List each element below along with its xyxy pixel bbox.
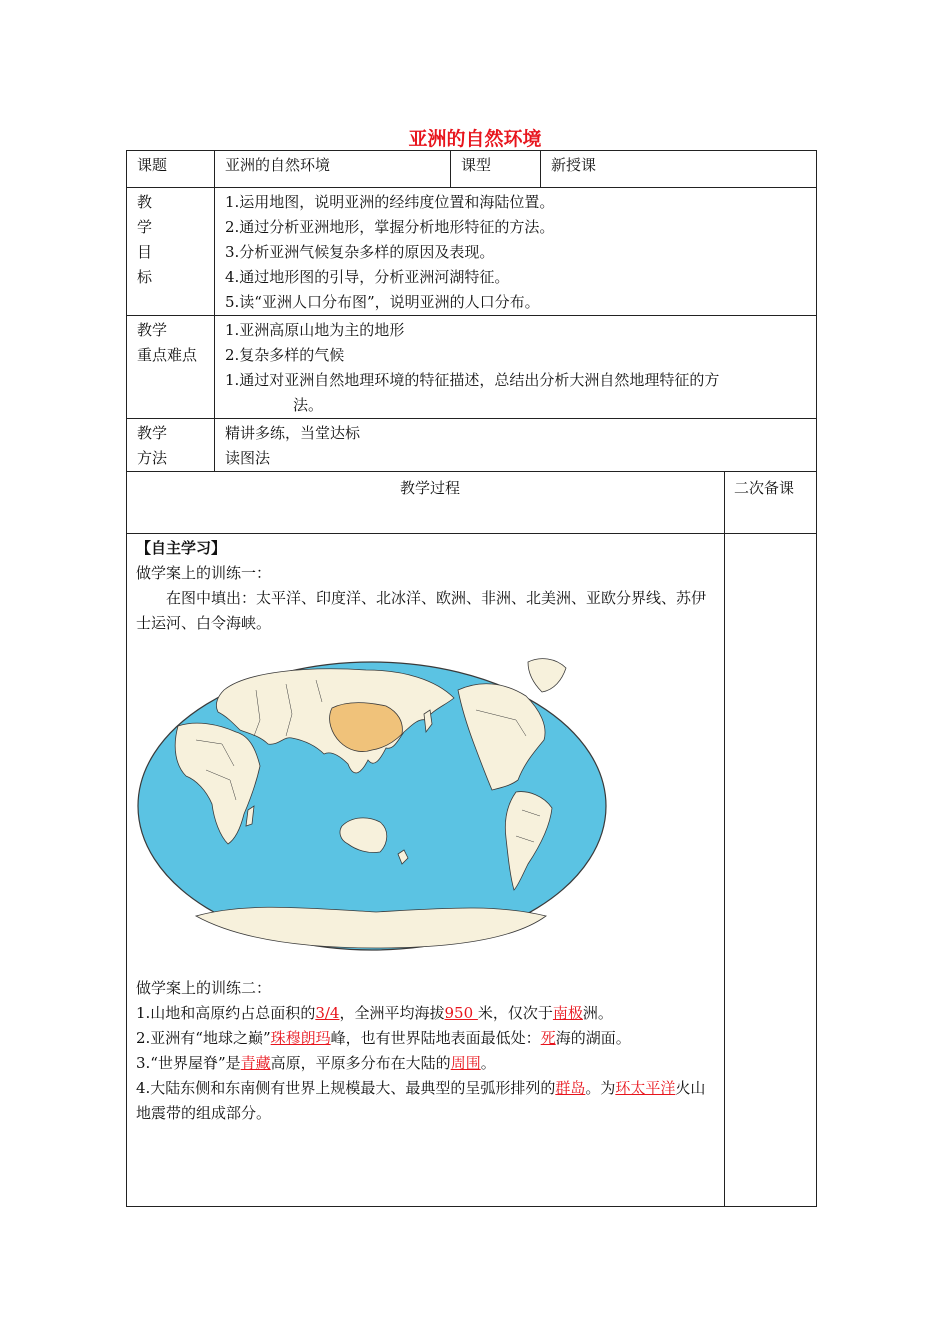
difficulty-item: 1.通过对亚洲自然地理环境的特征描述，总结出分析大洲自然地理特征的方 [225,371,720,389]
objective-item: 3.分析亚洲气候复杂多样的原因及表现。 [225,243,495,261]
answer-blank: 南极 [552,1004,583,1022]
map-antarctica [196,907,546,948]
objectives-label: 教 学 目 标 [127,188,215,316]
process-body-row [127,534,817,1207]
objective-item: 1.运用地图，说明亚洲的经纬度位置和海陆位置。 [225,193,555,211]
answer-blank: 950 [444,1004,478,1022]
methods-label: 教学 方法 [127,419,215,472]
answer-blank: 周围 [450,1054,481,1072]
process-body [127,534,725,1207]
objectives-row [127,188,817,316]
methods-list [215,419,817,472]
lesson-plan-table [126,150,817,1207]
process-header-row [127,472,817,534]
type-value: 新授课 [541,151,817,188]
process-heading: 教学过程 [127,472,725,534]
answer-blank: 珠穆朗玛 [270,1029,331,1047]
page-title: 亚洲的自然环境 [408,128,542,150]
difficulty-item-cont: 法。 [293,396,324,414]
key-point-item: 1.亚洲高原山地为主的地形 [225,321,405,339]
topic-value: 亚洲的自然环境 [215,151,451,188]
key-point-item: 2.复杂多样的气候 [225,346,345,364]
objective-item: 5.读“亚洲人口分布图”，说明亚洲的人口分布。 [225,293,540,311]
method-item: 精讲多练，当堂达标 [225,424,361,442]
topic-label: 课题 [127,151,215,188]
world-map-image [136,640,626,970]
type-label: 课型 [451,151,541,188]
key-points-row [127,316,817,419]
answer-blank: 死 [540,1029,556,1047]
key-points-label: 教学 重点难点 [127,316,215,419]
answer-blank: 环太平洋 [615,1079,676,1097]
method-item: 读图法 [225,449,271,467]
objective-item: 4.通过地形图的引导，分析亚洲河湖特征。 [225,268,510,286]
header-row [127,151,817,188]
section-title: 【自主学习】 [136,539,227,557]
exercise1-text: 在图中填出：太平洋、印度洋、北冰洋、欧洲、非洲、北美洲、亚欧分界线、苏伊士运河、白令海峡。 [136,589,707,632]
revision-heading: 二次备课 [725,472,817,534]
question-2: 2.亚洲有“地球之巅”珠穆朗玛峰，也有世界陆地表面最低处：死海的湖面。 [136,1029,631,1047]
exercise1-title: 做学案上的训练一： [136,564,272,582]
question-1: 1.山地和高原约占总面积的3/4，全洲平均海拔950 米，仅次于南极洲。 [136,1004,613,1022]
answer-blank: 3/4 [315,1004,340,1022]
map-greenland [528,659,566,692]
methods-row [127,419,817,472]
revision-column [725,534,817,1207]
world-map [136,640,626,970]
answer-blank: 青藏 [240,1054,271,1072]
question-3: 3.“世界屋脊”是青藏高原，平原多分布在大陆的周围。 [136,1054,496,1072]
objective-item: 2.通过分析亚洲地形，掌握分析地形特征的方法。 [225,218,555,236]
question-4: 4.大陆东侧和东南侧有世界上规模最大、最典型的呈弧形排列的群岛。为环太平洋火山地震带的组成部分。 [136,1079,706,1122]
exercise2-title: 做学案上的训练二： [136,979,272,997]
answer-blank: 群岛 [555,1079,586,1097]
key-points-list [215,316,817,419]
objectives-list [215,188,817,316]
